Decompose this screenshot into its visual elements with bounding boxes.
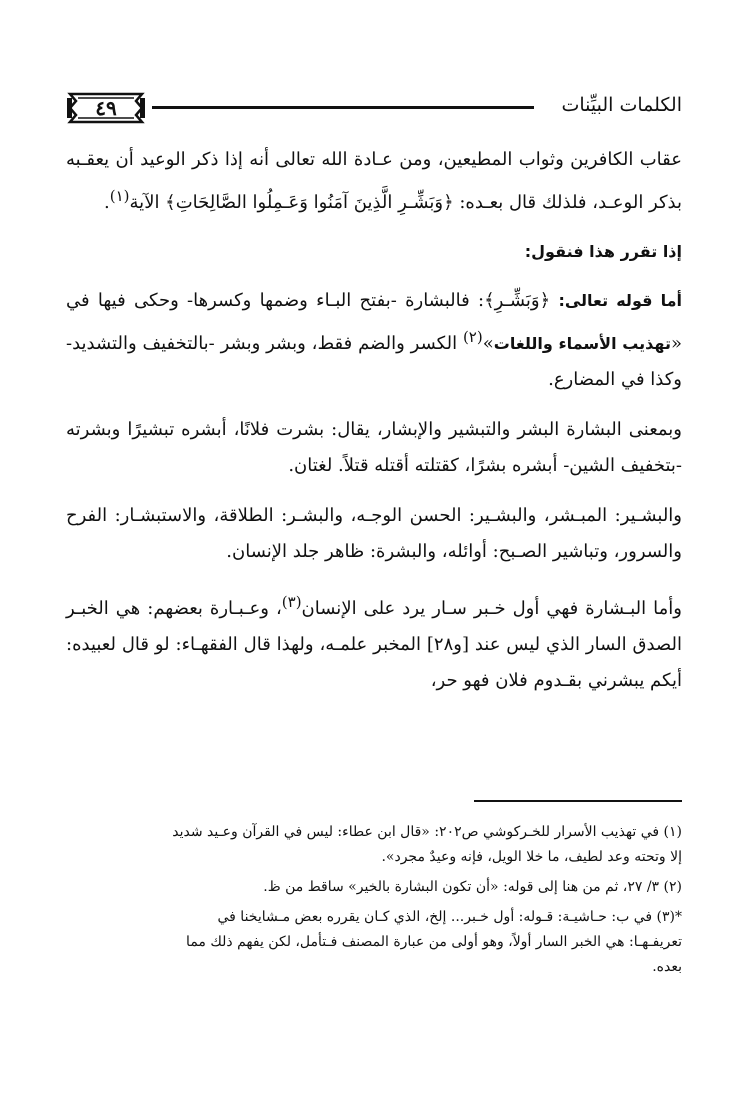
footnote-ref-2: (٢): [462, 328, 483, 346]
paragraph-3: وبمعنى البشارة البشر والتبشير والإبشار، يقال: بشرت فلانًا، أبشره تبشيرًا وبشرته -بتخفيف الشين- أبشره بشرًا، كقتلته أقتله قتلاً. لغتان.: [66, 419, 682, 476]
book-title: تهذيب الأسماء واللغات: [493, 334, 671, 353]
footnote-3-line-1: *(٣) في ب: حـاشيـة: قـوله: أول خـبر... إلخ، الذي كـان يقرره بعض مـشايخنا في: [217, 909, 682, 925]
paragraph-2: أما قوله تعالى: ﴿وَبَشِّـرِ﴾: فالبشارة -بفتح البـاء وضمها وكسرها- وحكى فيها في «تهذيب الأسماء واللغات»$^{(٢)}$ الكسر والضم فقط، وبشر وبشر -بالتخفيف والتشديد- وكذا في المضارع.: [66, 290, 682, 390]
page-number: ٤٩: [95, 96, 117, 120]
running-header: [66, 92, 682, 128]
paragraph-2-lead: أما قوله تعالى:: [558, 291, 682, 310]
footnote-1-line-1: (١) في تهذيب الأسرار للخـركوشي ص٢٠٢: «قال ابن عطاء: ليس في القرآن وعـيد شديد: [172, 824, 682, 840]
paragraph-4: والبشـير: المبـشر، والبشـير: الحسن الوجـه، والبشـر: الطلاقة، والاستبشـار: الفرح والسرور، وتباشير الصـبح: أوائله، والبشرة: ظاهر جلد الإنسان.: [66, 505, 682, 562]
footnote-separator: [474, 800, 682, 802]
footnotes: [66, 820, 682, 980]
paragraph-5: وأما البـشارة فهي أول خـبر سـار يرد على الإنسان$^{(٣)}$، وعـبـارة بعضهم: هي الخبـر الصدق السار الذي ليس عند [و٢٨] المخبر علمـه، ولهذا قال الفقهـاء: لو قال لعبيده: أيكم يبشرني بقـدوم فلان فهو حر،: [66, 593, 682, 691]
footnote-2: (٢) ٣/ ٢٧، ثم من هنا إلى قوله: «أن تكون البشارة بالخير» ساقط من ظ.: [263, 879, 682, 895]
header-rule: [152, 106, 534, 109]
footnote-3-line-3: بعده.: [652, 959, 682, 975]
footnote-3-line-2: تعريفـهـا: هي الخبر السار أولاً، وهو أولى من عبارة المصنف فـتأمل، لكن يفهم ذلك مما: [186, 934, 682, 950]
footnote-ref-3: (٣): [281, 593, 302, 611]
page-number-badge: [66, 92, 146, 124]
header-title: الكلمات البيِّنات: [561, 94, 682, 116]
subheading: إذا تقرر هذا فنقول:: [524, 242, 682, 261]
footnote-1-line-2: إلا وتحته وعد لطيف، ما خلا الويل، فإنه وعيدٌ مجرد».: [381, 849, 682, 865]
main-text: [66, 142, 682, 699]
paragraph-1: عقاب الكافرين وثواب المطيعين، ومن عـادة الله تعالى أنه إذا ذكر الوعيد أن يعقـبه بذكر الوعـد، فلذلك قال بعـده: ﴿وَبَشِّـرِ الَّذِينَ آمَنُوا وَعَـمِلُوا الصَّالِحَاتِ﴾ الآية$^{(١)}$.: [66, 149, 682, 213]
footnote-ref-1: (١): [109, 187, 130, 205]
